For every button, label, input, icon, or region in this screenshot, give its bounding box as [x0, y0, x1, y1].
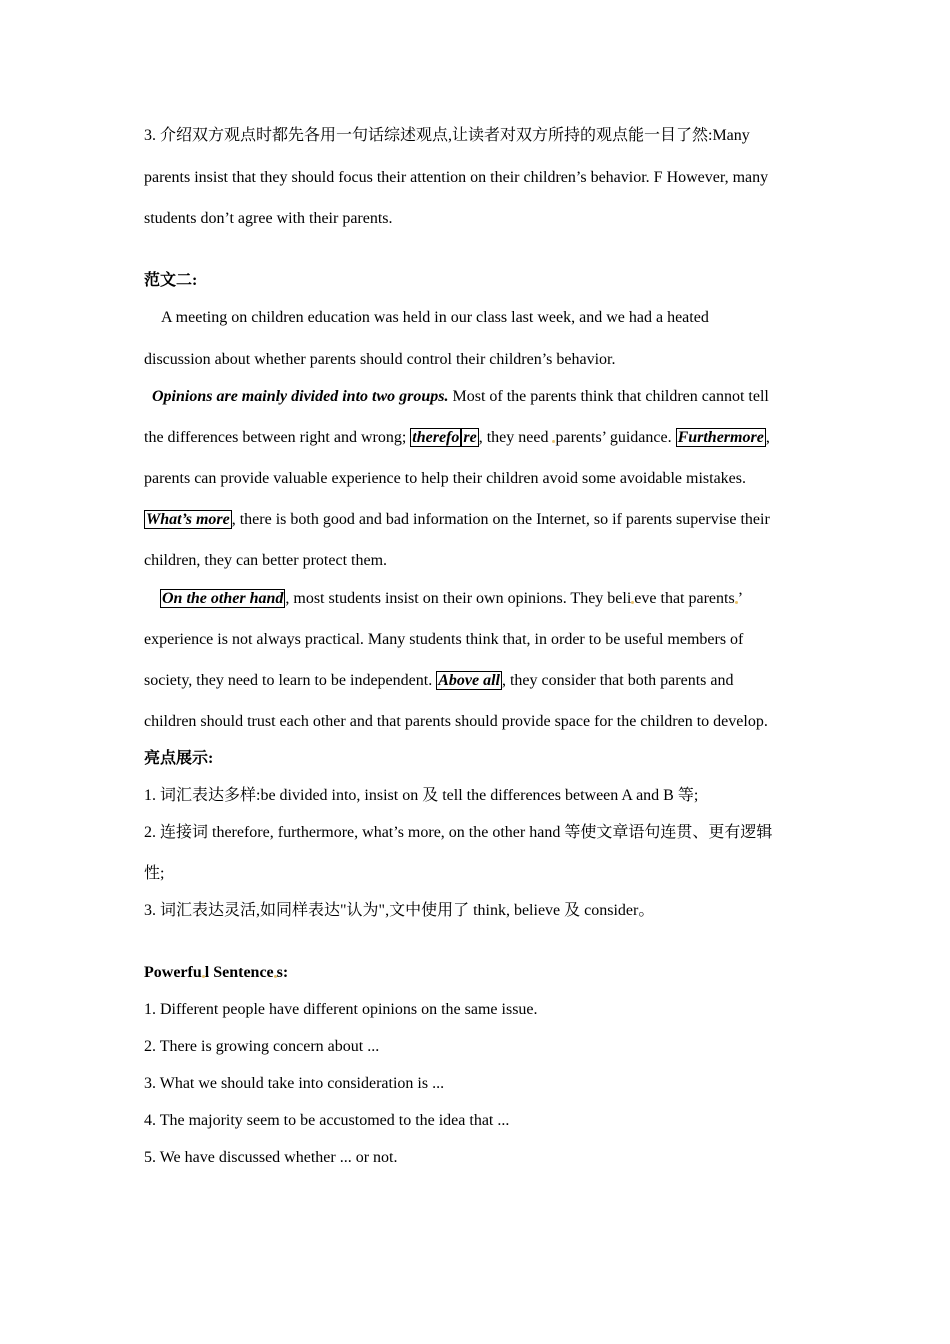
essay2-p2-line2: [144, 428, 770, 448]
highlights-item2-line2: 性;: [144, 865, 165, 882]
p2-line2-d: ,: [765, 429, 770, 446]
heading-part-b: l Sentence: [204, 964, 274, 981]
essay2-p3-line4: children should trust each other and that parents should provide space for the children to develop.: [144, 713, 768, 730]
connector-above-all: Above all: [438, 672, 500, 689]
essay2-p3-line1: [160, 589, 743, 609]
essay2-p2-line4: [144, 510, 770, 530]
heading-part-a: Powerfu: [144, 964, 202, 981]
p2-line2-b: , they need: [478, 429, 553, 446]
powerful-sentences-heading: [144, 963, 288, 983]
intro-point3-line3: students don’t agree with their parents.: [144, 210, 393, 227]
powerful-sentence-2: 2. There is growing concern about ...: [144, 1038, 380, 1055]
essay2-p3-line2: experience is not always practical. Many students think that, in order to be useful members of: [144, 631, 744, 648]
p2-line2-c: parents’ guidance.: [555, 429, 676, 446]
highlights-item3: 3. 词汇表达灵活,如同样表达"认为",文中使用了 think, believe 及 consider。: [144, 902, 655, 919]
powerful-sentence-4: 4. The majority seem to be accustomed to the idea that ...: [144, 1112, 510, 1129]
essay2-p2-line3: parents can provide valuable experience to help their children avoid some avoidable mistakes.: [144, 470, 746, 487]
connector-therefore-b: re: [463, 429, 477, 446]
connector-whats-more: What’s more: [146, 511, 230, 528]
p2-line2-a: the differences between right and wrong;: [144, 429, 411, 446]
powerful-sentence-1: 1. Different people have different opinions on the same issue.: [144, 1001, 538, 1018]
essay2-p3-line3: [144, 671, 733, 691]
p3-line3-a: society, they need to learn to be independent.: [144, 672, 437, 689]
essay2-p1-line2: discussion about whether parents should control their children’s behavior.: [144, 351, 616, 368]
powerful-sentence-3: 3. What we should take into consideration is ...: [144, 1075, 445, 1092]
intro-point3-line1: 3. 介绍双方观点时都先各用一句话综述观点,让读者对双方所持的观点能一目了然:Many: [144, 127, 750, 144]
essay2-p2-line1: [152, 387, 769, 407]
highlights-item1: 1. 词汇表达多样:be divided into, insist on 及 tell the differences between A and B 等;: [144, 787, 699, 804]
p2-line1-rest: Most of the parents think that children cannot tell: [448, 388, 769, 405]
connector-therefore-a: therefo: [412, 429, 460, 446]
heading-part-c: s:: [276, 964, 289, 981]
essay2-p1-line1: A meeting on children education was held in our class last week, and we had a heated: [161, 309, 709, 326]
highlights-heading: 亮点展示:: [144, 750, 214, 767]
topic-sentence: Opinions are mainly divided into two groups.: [152, 388, 449, 405]
p3-line1-a: , most students insist on their own opinions. They beli: [285, 590, 632, 607]
p3-line1-b: eve that parents: [634, 590, 735, 607]
p3-line3-b: , they consider that both parents and: [501, 672, 734, 689]
p2-line4-rest: , there is both good and bad information on the Internet, so if parents supervise their: [231, 511, 770, 528]
connector-on-the-other-hand: On the other hand: [162, 590, 284, 607]
edit-mark: [735, 601, 738, 604]
edit-mark: [274, 975, 277, 978]
powerful-sentence-5: 5. We have discussed whether ... or not.: [144, 1149, 398, 1166]
highlights-item2-line1: 2. 连接词 therefore, furthermore, what’s more, on the other hand 等使文章语句连贯、更有逻辑: [144, 824, 773, 841]
essay2-p2-line5: children, they can better protect them.: [144, 552, 388, 569]
edit-mark: [202, 975, 205, 978]
essay2-heading: 范文二:: [144, 272, 198, 289]
connector-furthermore: Furthermore: [677, 429, 764, 446]
p3-line1-c: ’: [737, 590, 744, 607]
intro-point3-line2: parents insist that they should focus their attention on their children’s behavior. F However, many: [144, 169, 769, 186]
